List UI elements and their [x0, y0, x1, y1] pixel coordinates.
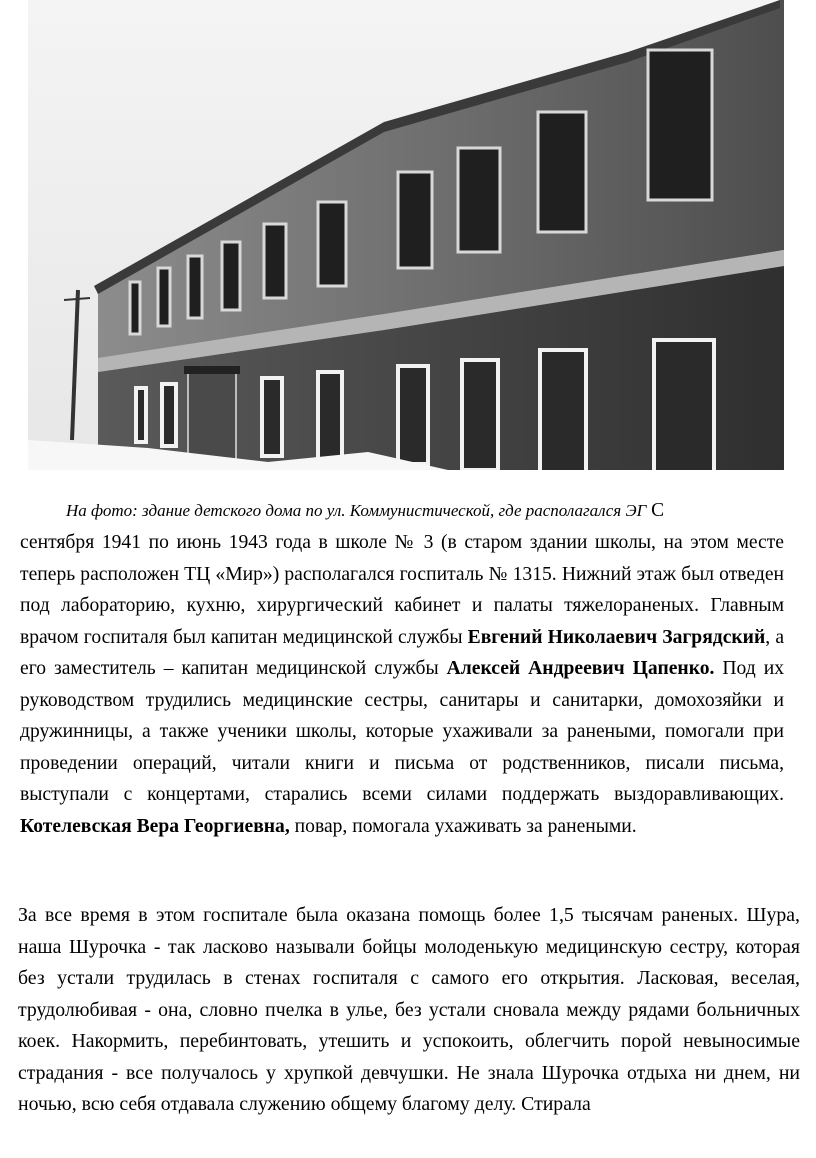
paragraph1-part2: , а его заместитель – капитан медицинской службы — [20, 626, 785, 679]
chief-doctor-name: Евгений Николаевич Загрядский — [467, 626, 766, 648]
building-photo — [28, 0, 784, 490]
paragraph-nurse-shura: За все время в этом госпитале была оказана помощь более 1,5 тысячам раненых. Шура, наша Шурочка - так ласково называли бойцы молоденькую медицинскую сестру, которая без устали трудилась в стенах госпиталя с самого его открытия. Ласковая, веселая, трудолюбивая - она, словно пчелка в улье, без устали сновала между рядами больничных коек. Накормить, перебинтовать, утешить и успокоить, облегчить порой невыносимые страдания - все получалось у хрупкой девчушки. Не знала Шурочка отдыха ни днем, ни ночью, всю себя отдавала служению общему благому делу. Стирала — [18, 904, 800, 1115]
paragraph-start-letter: С — [651, 500, 665, 521]
caption-text: На фото: здание детского дома по ул. Коммунистической, где располагался ЭГ — [66, 501, 647, 520]
photo-caption — [20, 497, 810, 525]
paragraph1-part3: Под их руководством трудились медицинские сестры, санитары и санитарки, домохозяйки и дружинницы, а также ученики школы, которые ухаживали за ранеными, помогали при проведении операций, читали книги и письма от родственников, писали письма, выступали с концертами, старались всеми силами поддержать выздоравливающих. — [20, 658, 785, 805]
deputy-name: Алексей Андреевич Цапенко. — [446, 658, 715, 679]
paragraph1-part1: сентября 1941 по июнь 1943 года в школе № 3 (в старом здании школы, на этом месте теперь расположен ТЦ «Мир») располагался госпиталь № 1315. Нижний этаж был отведен под лабораторию, кухню, хирургический кабинет и палаты тяжелораненых. Главным врачом госпиталя был капитан медицинской службы — [20, 532, 784, 648]
cook-name: Котелевская Вера Георгиевна, — [20, 815, 290, 837]
paragraph1-part4: повар, помогала ухаживать за ранеными. — [289, 815, 637, 837]
paragraph-hospital-history — [20, 527, 784, 842]
